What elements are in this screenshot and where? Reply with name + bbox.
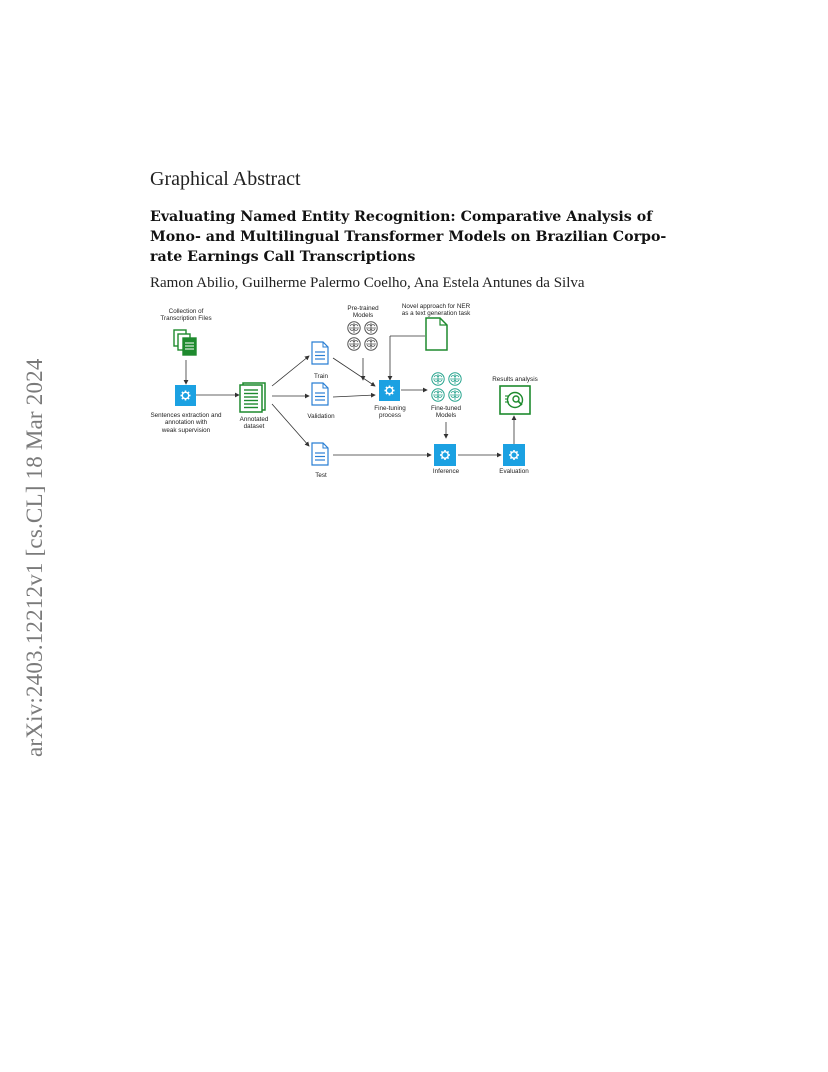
- pretrained-models-icon: [348, 322, 377, 350]
- arxiv-identifier: arXiv:2403.12212v1 [cs.CL] 18 Mar 2024: [22, 358, 47, 757]
- annotated-dataset-icon: [240, 383, 265, 412]
- train-doc-icon: [312, 342, 328, 364]
- label-annotated: Annotated dataset: [239, 416, 269, 431]
- paper-title: [150, 207, 680, 267]
- label-finetuning: Fine-tuning process: [374, 405, 406, 420]
- label-train: Train: [313, 373, 329, 380]
- label-inference: Inference: [432, 468, 460, 475]
- novel-approach-doc-icon: [426, 318, 447, 350]
- paper-title-line-3: rate Earnings Call Transcriptions: [150, 249, 416, 265]
- section-title: Graphical Abstract: [150, 168, 301, 190]
- label-novel: Novel approach for NER as a text generation task: [401, 303, 471, 318]
- label-extraction: Sentences extraction and annotation with weak supervision: [150, 412, 222, 434]
- evaluation-process-icon: [503, 444, 525, 466]
- label-finetuned: Fine-tuned Models: [430, 405, 462, 420]
- collection-files-icon: [174, 330, 196, 355]
- label-validation: Validation: [307, 413, 335, 420]
- pipeline-graphics: [145, 298, 685, 488]
- connector-lines: [186, 336, 514, 455]
- pipeline-diagram: [145, 298, 685, 488]
- label-evaluation: Evaluation: [499, 468, 529, 475]
- author-list: Ramon Abilio, Guilherme Palermo Coelho, Ana Estela Antunes da Silva: [150, 275, 585, 291]
- inference-process-icon: [434, 444, 456, 466]
- finetuning-process-icon: [379, 380, 400, 401]
- label-results: Results analysis: [492, 376, 538, 383]
- label-pretrained: Pre-trained Models: [347, 305, 379, 320]
- label-test: Test: [315, 472, 327, 479]
- results-analysis-icon: [500, 386, 530, 414]
- paper-title-line-2: Mono- and Multilingual Transformer Models on Brazilian Corpo-: [150, 229, 667, 245]
- finetuned-models-icon: [432, 373, 461, 401]
- label-collection: Collection of Transcription Files: [160, 308, 212, 323]
- validation-doc-icon: [312, 383, 328, 405]
- extraction-process-icon: [175, 385, 196, 406]
- paper-title-line-1: Evaluating Named Entity Recognition: Comparative Analysis of: [150, 209, 653, 225]
- test-doc-icon: [312, 443, 328, 465]
